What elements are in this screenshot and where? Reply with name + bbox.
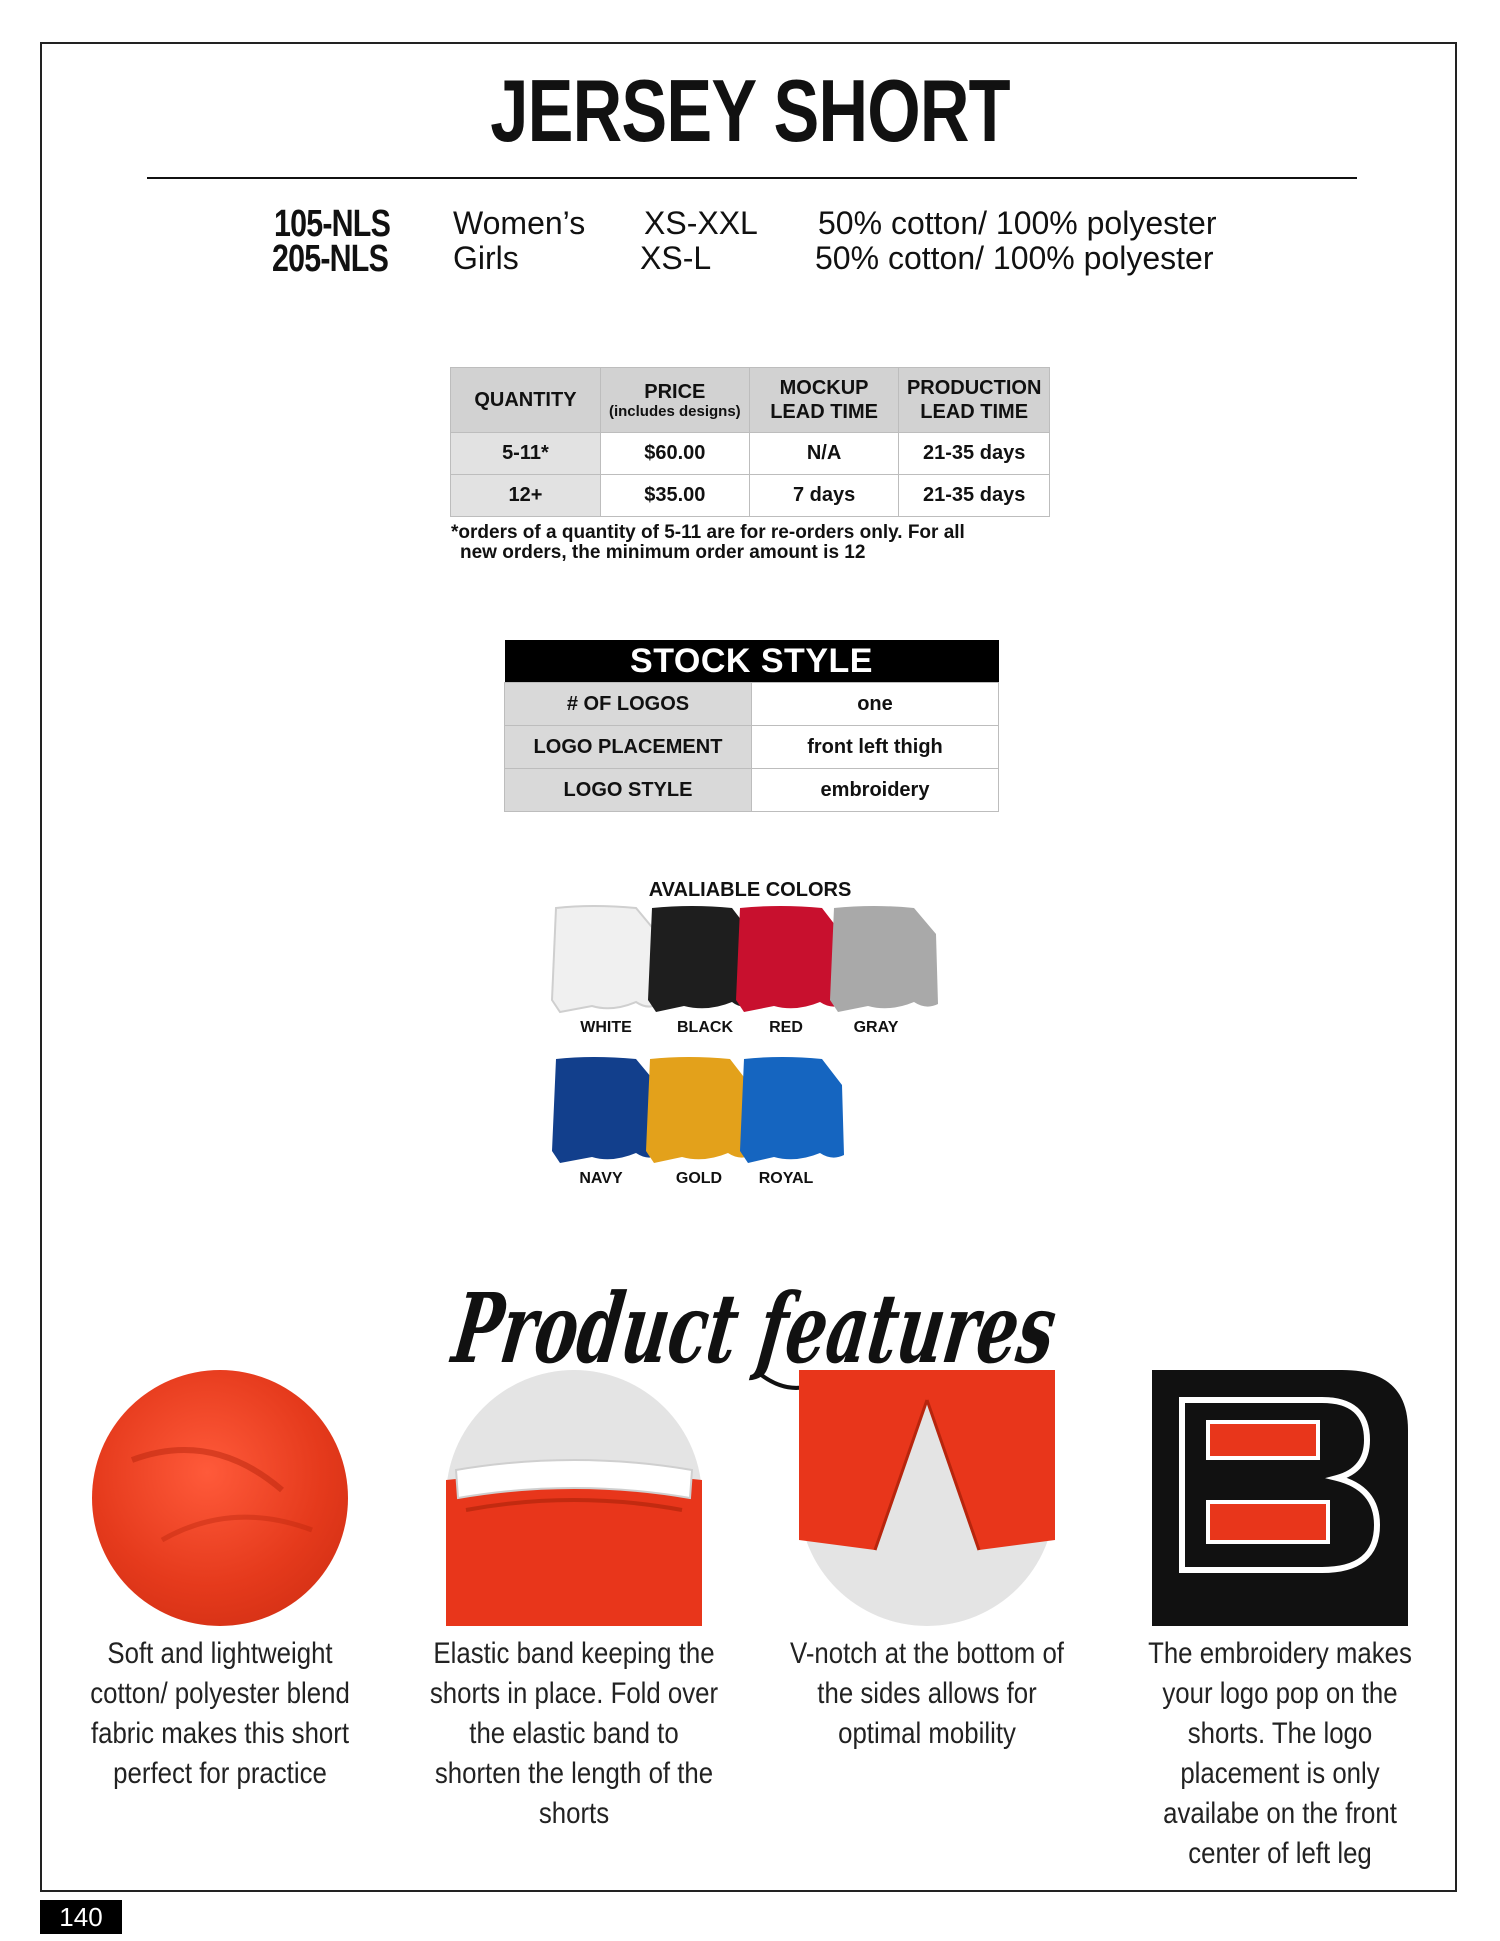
cell-quantity: 12+ bbox=[451, 475, 601, 517]
cell-mockup: N/A bbox=[749, 433, 899, 475]
feature-text-line: Elastic band keeping the bbox=[433, 1637, 715, 1670]
header-quantity: QUANTITY bbox=[451, 368, 601, 433]
feature-text-line: shorten the length of the bbox=[434, 1757, 714, 1790]
feature-text-line: optimal mobility bbox=[838, 1717, 1016, 1750]
cell-mockup: 7 days bbox=[749, 475, 899, 517]
product-sizes: XS-XXL bbox=[644, 205, 758, 241]
swatch-navy bbox=[552, 1057, 658, 1163]
feature-text-line: perfect for practice bbox=[113, 1757, 327, 1790]
feature-text-line: Soft and lightweight bbox=[107, 1637, 333, 1670]
stock-key: LOGO PLACEMENT bbox=[505, 726, 752, 769]
color-label-gray: GRAY bbox=[853, 1019, 899, 1036]
feature-fabric-image bbox=[92, 1370, 348, 1626]
feature-fabric-text bbox=[74, 1634, 366, 1794]
pricing-table bbox=[450, 367, 1050, 517]
feature-text-line: the elastic band to bbox=[469, 1717, 679, 1750]
swatch-red bbox=[736, 906, 844, 1012]
color-label-gold: GOLD bbox=[675, 1170, 723, 1187]
stock-style-title: STOCK STYLE bbox=[505, 640, 999, 683]
feature-vnotch-image bbox=[799, 1370, 1055, 1626]
header-production-line1: PRODUCTION bbox=[906, 377, 1042, 399]
cell-production: 21-35 days bbox=[899, 475, 1050, 517]
swatch-white bbox=[552, 906, 658, 1012]
feature-text-line: your logo pop on the bbox=[1162, 1677, 1398, 1710]
pricing-note bbox=[451, 523, 1051, 563]
feature-text-line: V-notch at the bottom of bbox=[790, 1637, 1064, 1670]
v-notch-icon bbox=[799, 1370, 1055, 1626]
table-row bbox=[505, 683, 999, 726]
feature-embroidery-text bbox=[1134, 1634, 1426, 1874]
header-mockup-line2: LEAD TIME bbox=[770, 401, 878, 423]
swatch-royal bbox=[740, 1057, 844, 1163]
stock-value: embroidery bbox=[752, 769, 999, 812]
stock-key: # OF LOGOS bbox=[505, 683, 752, 726]
product-type: Girls bbox=[453, 240, 519, 276]
stock-value: front left thigh bbox=[752, 726, 999, 769]
swatch-row-2 bbox=[552, 1055, 862, 1167]
color-label-white: WHITE bbox=[580, 1019, 632, 1036]
cell-price: $60.00 bbox=[600, 433, 749, 475]
product-material: 50% cotton/ 100% polyester bbox=[818, 205, 1217, 241]
stock-value: one bbox=[752, 683, 999, 726]
feature-text-line: shorts in place. Fold over bbox=[429, 1677, 719, 1710]
product-code: 205-NLS bbox=[272, 238, 389, 280]
page-title: JERSEY SHORT bbox=[490, 61, 1010, 160]
product-material: 50% cotton/ 100% polyester bbox=[815, 240, 1214, 276]
color-label-navy: NAVY bbox=[579, 1170, 623, 1187]
header-price-note: (includes designs) bbox=[608, 403, 741, 420]
swatch-gray bbox=[830, 906, 938, 1012]
page-number: 140 bbox=[40, 1900, 122, 1934]
swatch-row-1 bbox=[552, 904, 952, 1016]
feature-text-line: fabric makes this short bbox=[90, 1717, 350, 1750]
stock-style-table bbox=[504, 640, 999, 812]
cell-production: 21-35 days bbox=[899, 433, 1050, 475]
feature-text-line: shorts bbox=[538, 1797, 610, 1830]
pricing-note-line1: *orders of a quantity of 5-11 are for re-orders only. For all bbox=[451, 522, 965, 543]
product-code: 105-NLS bbox=[274, 203, 391, 245]
swatch-gold bbox=[646, 1057, 752, 1163]
product-row-womens bbox=[0, 203, 1500, 245]
stock-key: LOGO STYLE bbox=[505, 769, 752, 812]
product-sizes: XS-L bbox=[640, 240, 712, 276]
color-label-royal: ROYAL bbox=[758, 1170, 814, 1187]
colors-title: AVALIABLE COLORS bbox=[648, 879, 852, 901]
title-divider bbox=[147, 177, 1357, 179]
header-production-line2: LEAD TIME bbox=[920, 401, 1029, 423]
table-row bbox=[505, 769, 999, 812]
feature-text-line: center of left leg bbox=[1188, 1837, 1372, 1870]
feature-elastic-image bbox=[446, 1370, 702, 1626]
embroidered-b-logo-icon bbox=[1152, 1370, 1408, 1626]
header-production bbox=[899, 368, 1050, 433]
table-row bbox=[451, 475, 1050, 517]
pricing-note-line2: new orders, the minimum order amount is 12 bbox=[460, 542, 866, 563]
feature-text-line: shorts. The logo bbox=[1187, 1717, 1373, 1750]
feature-text-line: the sides allows for bbox=[817, 1677, 1037, 1710]
color-label-black: BLACK bbox=[677, 1019, 733, 1036]
color-label-red: RED bbox=[769, 1019, 803, 1036]
cell-quantity: 5-11* bbox=[451, 433, 601, 475]
fabric-fold-icon bbox=[92, 1370, 348, 1626]
table-row bbox=[505, 726, 999, 769]
table-row bbox=[451, 433, 1050, 475]
feature-elastic-text bbox=[428, 1634, 720, 1834]
product-type: Women’s bbox=[453, 205, 586, 241]
features-heading-text: Product features bbox=[446, 1271, 1367, 1385]
header-mockup-line1: MOCKUP bbox=[779, 377, 869, 399]
feature-text-line: cotton/ polyester blend bbox=[90, 1677, 350, 1710]
feature-text-line: availabe on the front bbox=[1163, 1797, 1397, 1830]
header-price bbox=[600, 368, 749, 433]
feature-vnotch-text bbox=[781, 1634, 1073, 1754]
header-price-label: PRICE bbox=[644, 381, 706, 403]
elastic-band-icon bbox=[446, 1370, 702, 1626]
product-row-girls bbox=[0, 238, 1500, 280]
feature-text-line: The embroidery makes bbox=[1148, 1637, 1412, 1670]
feature-embroidery-image bbox=[1152, 1370, 1408, 1626]
cell-price: $35.00 bbox=[600, 475, 749, 517]
feature-text-line: placement is only bbox=[1180, 1757, 1380, 1790]
header-mockup bbox=[749, 368, 899, 433]
